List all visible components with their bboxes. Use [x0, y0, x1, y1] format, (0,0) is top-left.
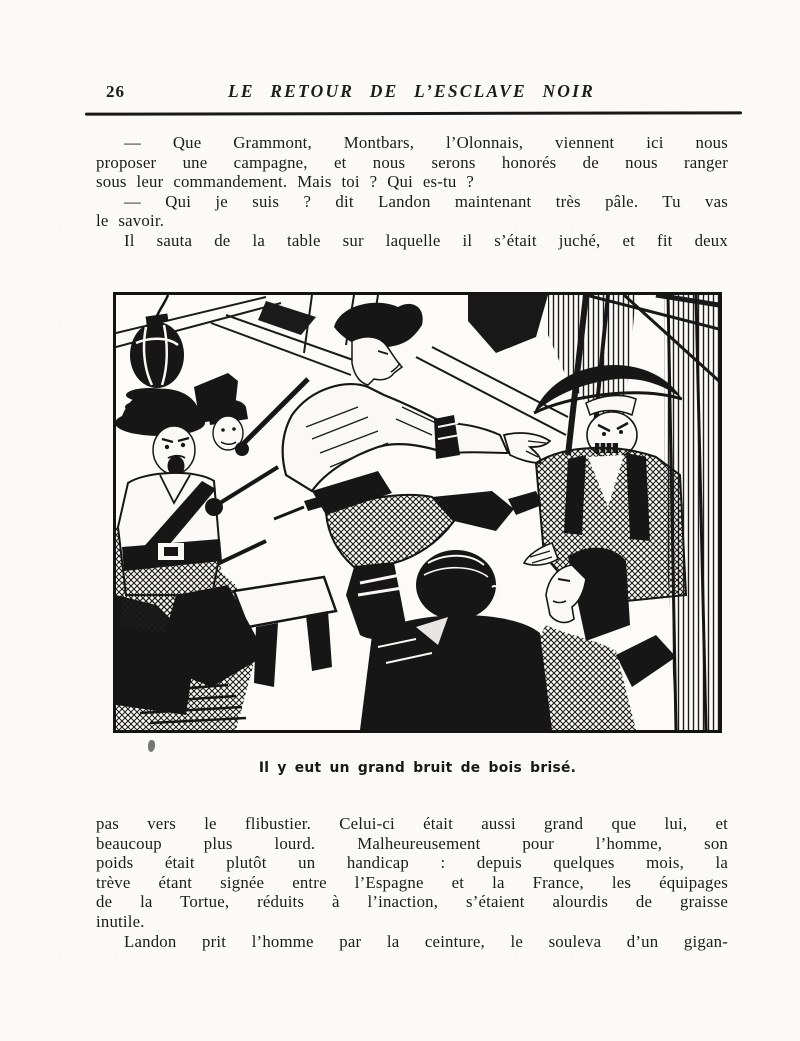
text-line: trève étant signée entre l’Espagne et la France, les équipages [96, 872, 728, 892]
text-line: Il sauta de la table sur laquelle il s’était juché, et fit deux [124, 230, 728, 250]
ink-drip [147, 740, 155, 753]
illustration-frame [113, 292, 722, 733]
text-line: de la Tortue, réduits à l’inaction, s’étaient alourdis de graisse [96, 892, 728, 912]
page-number: 26 [106, 82, 125, 101]
text-line: le savoir. [96, 211, 165, 231]
text-line: proposer une campagne, et nous serons honorés de nous ranger [96, 152, 728, 172]
text-block-bottom [96, 814, 728, 951]
illustration [116, 295, 719, 730]
page-header [95, 81, 728, 107]
text-line: Landon prit l’homme par la ceinture, le souleva d’un gigan- [124, 931, 728, 951]
header-rule [85, 111, 742, 115]
text-line: beaucoup plus lourd. Malheureusement pour l’homme, son [96, 833, 728, 853]
text-line: sous leur commandement. Mais toi ? Qui es-tu ? [96, 172, 475, 192]
text-line: pas vers le flibustier. Celui-ci était aussi grand que lui, et [96, 814, 728, 833]
text-block-top [96, 133, 728, 251]
text-line: — Que Grammont, Montbars, l’Olonnais, viennent ici nous [124, 133, 728, 152]
text-line: poids était plutôt un handicap : depuis quelques mois, la [96, 853, 728, 873]
illustration-caption: Il y eut un grand bruit de bois brisé. [258, 760, 577, 776]
running-title: LE RETOUR DE L’ESCLAVE NOIR [227, 81, 596, 101]
text-line: — Qui je suis ? dit Landon maintenant très pâle. Tu vas [124, 191, 728, 211]
text-line: inutile. [96, 911, 145, 931]
